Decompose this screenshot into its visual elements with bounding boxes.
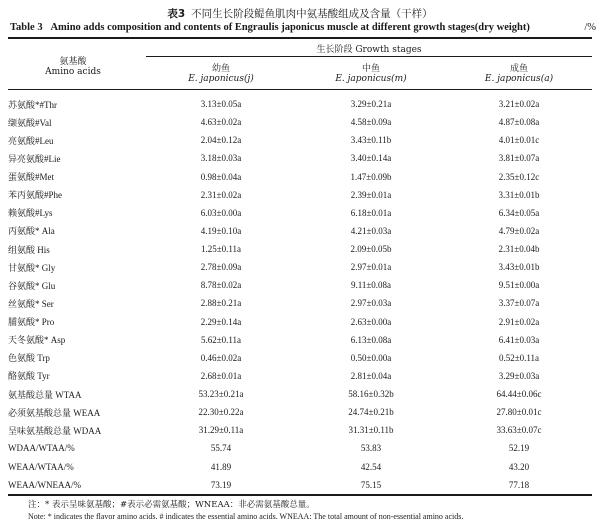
row-label: 亮氨酸#Leu <box>8 135 54 146</box>
top-rule <box>8 37 592 39</box>
row-label: 呈味氨基酸总量 WDAA <box>8 425 102 436</box>
cell-adult: 43.20 <box>508 461 530 472</box>
row-label: 蛋氨酸#Met <box>8 172 54 183</box>
cell-adult: 4.79±0.02a <box>498 225 540 236</box>
row-label: 异亮氨酸#Lie <box>8 153 61 164</box>
table-row <box>8 403 592 421</box>
row-label: 缬氨酸#Val <box>8 117 52 128</box>
cell-adult: 2.31±0.04b <box>498 244 540 255</box>
cell-juvenile: 22.30±0.22a <box>198 407 244 418</box>
cell-juvenile: 0.46±0.02a <box>200 352 242 363</box>
row-label: 丝氨酸* Ser <box>8 298 54 309</box>
cell-juvenile: 2.78±0.09a <box>200 262 242 273</box>
cell-adult: 27.80±0.01c <box>496 407 542 418</box>
table-row <box>8 421 592 439</box>
stage-adult-header: 成鱼 E. japonicus(a) <box>484 64 554 84</box>
table-row <box>8 367 592 385</box>
cell-adult: 3.29±0.03a <box>498 370 540 381</box>
row-label: WDAA/WTAA/% <box>8 443 75 454</box>
table-row <box>8 131 592 149</box>
cell-juvenile: 73.19 <box>210 479 232 490</box>
cell-adult: 4.01±0.01c <box>498 135 540 146</box>
cell-juvenile: 1.25±0.11a <box>200 244 242 255</box>
growth-stage-header: 生长阶段 Growth stages <box>316 45 422 55</box>
bottom-rule <box>8 494 592 496</box>
cell-middle: 2.39±0.01a <box>350 189 392 200</box>
cell-middle: 4.58±0.09a <box>350 117 392 128</box>
cell-juvenile: 2.88±0.21a <box>200 298 242 309</box>
amino-acid-header-cn: 氨基酸 <box>59 57 87 67</box>
row-label: 酪氨酸 Tyr <box>8 371 50 382</box>
table-row <box>8 258 592 276</box>
cell-middle: 58.16±0.32b <box>348 389 394 400</box>
cell-middle: 3.29±0.21a <box>350 99 392 110</box>
cell-adult: 33.63±0.07c <box>496 425 542 436</box>
cell-juvenile: 2.68±0.01a <box>200 370 242 381</box>
cell-middle: 53.83 <box>360 443 382 454</box>
row-label: 丙氨酸* Ala <box>8 226 55 237</box>
cell-juvenile: 4.63±0.02a <box>200 117 242 128</box>
row-label: 甘氨酸* Gly <box>8 262 56 273</box>
row-label: 组氨酸 His <box>8 244 50 255</box>
cell-juvenile: 0.98±0.04a <box>200 171 242 182</box>
amino-acid-header <box>8 54 138 77</box>
cell-middle: 75.15 <box>360 479 382 490</box>
row-label: 苯丙氨酸#Phe <box>8 190 63 201</box>
cell-middle: 42.54 <box>360 461 382 472</box>
row-label: 苏氨酸*#Thr <box>8 99 57 110</box>
cell-middle: 2.97±0.01a <box>350 262 392 273</box>
cell-juvenile: 6.03±0.00a <box>200 207 242 218</box>
table-row <box>8 385 592 403</box>
table-row <box>8 294 592 312</box>
cell-juvenile: 41.89 <box>210 461 232 472</box>
cell-middle: 0.50±0.00a <box>350 352 392 363</box>
cell-middle: 24.74±0.21b <box>348 407 394 418</box>
row-label: 氨基酸总量 WTAA <box>8 389 82 400</box>
cell-adult: 77.18 <box>508 479 530 490</box>
cell-middle: 31.31±0.11b <box>348 425 394 436</box>
table-title-cn <box>0 6 600 21</box>
table-row <box>8 204 592 222</box>
cell-adult: 3.31±0.01b <box>498 189 540 200</box>
cell-juvenile: 3.18±0.03a <box>200 153 242 164</box>
cell-middle: 1.47±0.09b <box>350 171 392 182</box>
cell-middle: 2.97±0.03a <box>350 298 392 309</box>
cell-juvenile: 2.29±0.14a <box>200 316 242 327</box>
cell-adult: 3.21±0.02a <box>498 99 540 110</box>
cell-juvenile: 2.31±0.02a <box>200 189 242 200</box>
cell-middle: 6.18±0.01a <box>350 207 392 218</box>
cell-adult: 52.19 <box>508 443 530 454</box>
group-rule <box>146 56 592 57</box>
table-number-en: Table 3 <box>10 22 43 33</box>
table-row <box>8 313 592 331</box>
row-label: 赖氨酸#Lys <box>8 208 53 219</box>
cell-middle: 2.09±0.05b <box>350 244 392 255</box>
table-row <box>8 476 592 494</box>
cell-middle: 4.21±0.03a <box>350 225 392 236</box>
cell-adult: 6.41±0.03a <box>498 334 540 345</box>
row-label: 脯氨酸* Pro <box>8 317 55 328</box>
cell-middle: 9.11±0.08a <box>350 280 392 291</box>
table-row <box>8 331 592 349</box>
stage-middle-header: 中鱼 E. japonicus(m) <box>335 64 407 84</box>
cell-adult: 9.51±0.00a <box>498 280 540 291</box>
cell-middle: 3.40±0.14a <box>350 153 392 164</box>
table-number-cn: 表3 <box>167 8 186 20</box>
cell-adult: 64.44±0.06c <box>496 389 542 400</box>
cell-adult: 3.37±0.07a <box>498 298 540 309</box>
cell-juvenile: 4.19±0.10a <box>200 225 242 236</box>
table-row <box>8 149 592 167</box>
table-row <box>8 240 592 258</box>
cell-juvenile: 8.78±0.02a <box>200 280 242 291</box>
cell-adult: 2.35±0.12c <box>498 171 540 182</box>
amino-acid-table <box>8 95 592 494</box>
row-label: 天冬氨酸* Asp <box>8 335 66 346</box>
table-row <box>8 276 592 294</box>
row-label: 必须氨基酸总量 WEAA <box>8 407 101 418</box>
cell-juvenile: 53.23±0.21a <box>198 389 244 400</box>
cell-adult: 2.91±0.02a <box>498 316 540 327</box>
cell-juvenile: 55.74 <box>210 443 232 454</box>
note-en: Note: * indicates the flavor amino acids. # indicates the essential amino acids. WNEAA: The total amount of non-essential amino acids. <box>28 512 464 521</box>
table-row <box>8 349 592 367</box>
table-row <box>8 439 592 457</box>
cell-juvenile: 31.29±0.11a <box>198 425 244 436</box>
amino-acid-header-en: Amino acids <box>45 67 101 77</box>
note-cn: 注：* 表示呈味氨基酸；#表示必需氨基酸；WNEAA：非必需氨基酸总量。 <box>28 500 315 510</box>
cell-middle: 3.43±0.11b <box>350 135 392 146</box>
cell-adult: 4.87±0.08a <box>498 117 540 128</box>
header-rule <box>8 89 592 90</box>
cell-middle: 2.63±0.00a <box>350 316 392 327</box>
unit-label: /% <box>584 22 596 33</box>
table-caption-cn: 不同生长阶段鳀鱼肌肉中氨基酸组成及含量（干样） <box>191 8 433 20</box>
row-label: WEAA/WNEAA/% <box>8 479 81 490</box>
cell-adult: 0.52±0.11a <box>498 352 540 363</box>
table-row <box>8 168 592 186</box>
cell-juvenile: 5.62±0.11a <box>200 334 242 345</box>
row-label: 谷氨酸* Glu <box>8 280 56 291</box>
cell-adult: 6.34±0.05a <box>498 207 540 218</box>
cell-middle: 2.81±0.04a <box>350 370 392 381</box>
table-caption-en: Amino adds composition and contents of Engraulis japonicus muscle at different growth stages(dry weight) <box>50 22 530 33</box>
table-row <box>8 458 592 476</box>
row-label: WEAA/WTAA/% <box>8 461 74 472</box>
row-label: 色氨酸 Trp <box>8 353 50 364</box>
table-row <box>8 222 592 240</box>
cell-juvenile: 2.04±0.12a <box>200 135 242 146</box>
table-row <box>8 113 592 131</box>
cell-juvenile: 3.13±0.05a <box>200 99 242 110</box>
cell-adult: 3.43±0.01b <box>498 262 540 273</box>
cell-middle: 6.13±0.08a <box>350 334 392 345</box>
table-row <box>8 186 592 204</box>
table-title-en <box>10 22 596 33</box>
cell-adult: 3.81±0.07a <box>498 153 540 164</box>
table-row <box>8 95 592 113</box>
stage-juvenile-header: 幼鱼 E. japonicus(j) <box>188 64 254 84</box>
